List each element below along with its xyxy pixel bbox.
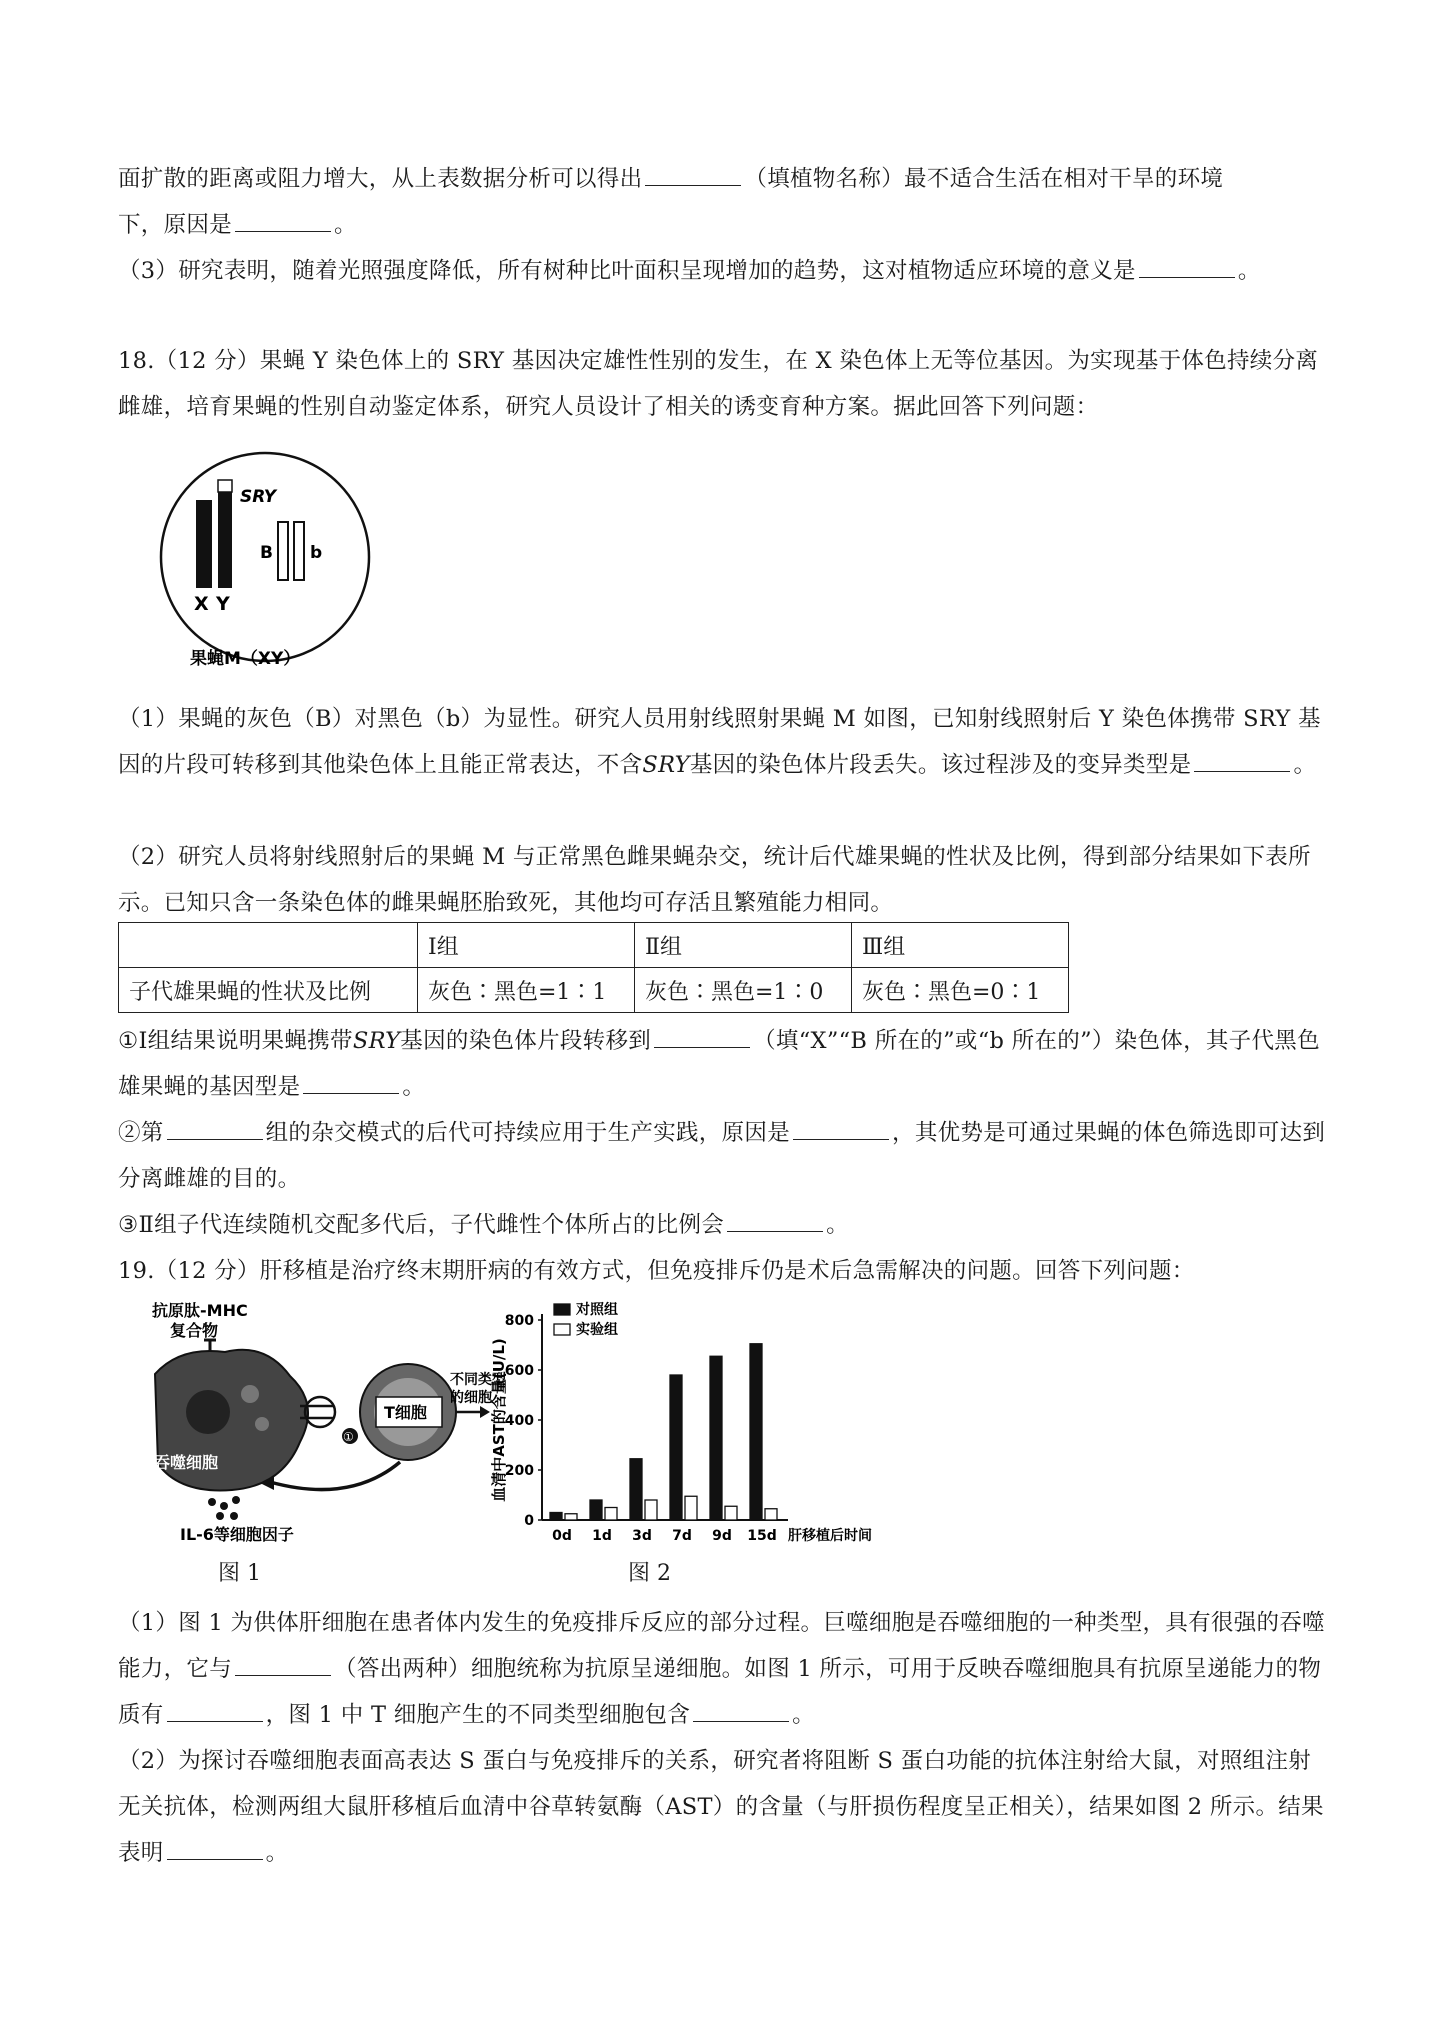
- answer-blank[interactable]: [645, 167, 741, 186]
- bar-control: [710, 1356, 722, 1520]
- table-header-cell: Ⅲ组: [852, 923, 1069, 968]
- immune-diagram: [150, 1294, 520, 1544]
- y-chromosome: [218, 480, 232, 588]
- x-tick-label: 9d: [712, 1528, 732, 1544]
- answer-blank[interactable]: [167, 1841, 263, 1860]
- cytokine-dot: [216, 1512, 224, 1520]
- answer-blank[interactable]: [167, 1121, 263, 1140]
- bar-control: [750, 1344, 762, 1520]
- q19-intro: 19.（12 分）肝移植是治疗终末期肝病的有效方式，但免疫排斥仍是术后急需解决的问题。回答下列问题：: [118, 1258, 1195, 1284]
- bar-experiment: [765, 1509, 777, 1520]
- b-chromosome-left: [278, 522, 288, 580]
- t-cell-label: T细胞: [384, 1403, 427, 1422]
- mhc-label-1: 抗原肽-MHC: [152, 1301, 248, 1320]
- x-axis-label: 肝移植后时间: [788, 1528, 872, 1544]
- bar-control: [550, 1513, 562, 1521]
- q18-part1: （1）果蝇的灰色（B）对黑色（b）为显性。研究人员用射线照射果蝇 M 如图，已知射线照射后 Y 染色体携带 SRY 基因的片段可转移到其他染色体上且能正常表达，不含SRY基因的染色体片段丢失。该过程涉及的变异类型是 。: [118, 706, 1321, 778]
- bar-experiment: [685, 1496, 697, 1520]
- y-label: Y: [216, 593, 230, 615]
- answer-blank[interactable]: [1139, 259, 1235, 278]
- diff-cell-label-2: 的细胞: [450, 1390, 492, 1406]
- x-tick-label: 15d: [747, 1528, 777, 1544]
- answer-blank[interactable]: [727, 1213, 823, 1232]
- answer-blank[interactable]: [793, 1121, 889, 1140]
- feedback-arrow: [270, 1462, 400, 1490]
- cytokine-dot: [232, 1496, 240, 1504]
- macrophage-label: 吞噬细胞: [154, 1453, 219, 1472]
- b-upper-label: B: [260, 543, 273, 563]
- b-lower-label: b: [310, 543, 323, 563]
- answer-blank[interactable]: [654, 1029, 750, 1048]
- answer-blank[interactable]: [235, 1657, 331, 1676]
- bar-control: [630, 1459, 642, 1520]
- x-chromosome: [196, 500, 212, 588]
- x-tick-label: 3d: [632, 1528, 652, 1544]
- answer-blank[interactable]: [167, 1703, 263, 1722]
- y-tick-label: 0: [524, 1513, 534, 1529]
- cytokine-dot: [220, 1502, 228, 1510]
- q19-part2: （2）为探讨吞噬细胞表面高表达 S 蛋白与免疫排斥的关系，研究者将阻断 S 蛋白功能的抗体注射给大鼠，对照组注射无关抗体，检测两组大鼠肝移植后血清中谷草转氨酶（AST）的含量（与肝损伤程度呈正相关），结果如图 2 所示。结果表明 。: [118, 1748, 1324, 1866]
- ast-bar-chart: [490, 1300, 930, 1550]
- diagram-caption: 果蝇M（XY）: [190, 649, 301, 669]
- y-axis-label: 血清中AST的含量(U/L): [490, 1338, 508, 1502]
- bar-experiment: [725, 1506, 737, 1520]
- legend-swatch: [554, 1324, 570, 1335]
- bar-control: [590, 1500, 602, 1520]
- q17-part3: （3）研究表明，随着光照强度降低，所有树种比叶面积呈现增加的趋势，这对植物适应环境的意义是 。: [118, 258, 1261, 284]
- step-number: ①: [343, 1430, 354, 1444]
- results-table: [118, 922, 1069, 1013]
- bar-experiment: [645, 1500, 657, 1520]
- legend-label: 对照组: [576, 1302, 618, 1318]
- fig1-caption: 图 1: [218, 1561, 261, 1586]
- x-tick-label: 7d: [672, 1528, 692, 1544]
- legend-swatch: [554, 1304, 570, 1315]
- answer-blank[interactable]: [235, 213, 331, 232]
- cytokine-dot: [230, 1512, 238, 1520]
- macrophage-vesicle: [255, 1417, 269, 1431]
- macrophage-nucleus: [186, 1390, 230, 1434]
- table-cell: 灰色∶黑色=1∶1: [418, 968, 635, 1013]
- cytokine-dot: [208, 1498, 216, 1506]
- table-cell: 灰色∶黑色=1∶0: [635, 968, 852, 1013]
- q17-line2: 下，原因是 。: [118, 212, 357, 238]
- table-header-cell: Ⅰ组: [418, 923, 635, 968]
- y-chromosome-sry-band: [218, 480, 232, 492]
- q18-sub3: ③Ⅱ组子代连续随机交配多代后，子代雌性个体所占的比例会 。: [118, 1212, 849, 1238]
- q17-line1: 面扩散的距离或阻力增大，从上表数据分析可以得出 （填植物名称）最不适合生活在相对干旱的环境: [118, 166, 1224, 192]
- bar-experiment: [605, 1508, 617, 1521]
- legend-label: 实验组: [576, 1322, 618, 1338]
- table-header-row: [119, 923, 1069, 968]
- q18-part2: （2）研究人员将射线照射后的果蝇 M 与正常黑色雌果蝇杂交，统计后代雄果蝇的性状及比例，得到部分结果如下表所示。已知只含一条染色体的雌果蝇胚胎致死，其他均可存活且繁殖能力相同。: [118, 844, 1311, 916]
- q18-sub2: ②第 组的杂交模式的后代可持续应用于生产实践，原因是 ，其优势是可通过果蝇的体色筛选即可达到分离雌雄的目的。: [118, 1120, 1326, 1192]
- answer-blank[interactable]: [1194, 753, 1290, 772]
- q18-intro: 18.（12 分）果蝇 Y 染色体上的 SRY 基因决定雄性性别的发生，在 X 染色体上无等位基因。为实现基于体色持续分离雌雄，培育果蝇的性别自动鉴定体系，研究人员设计了相关的诱变育种方案。据此回答下列问题：: [118, 348, 1319, 420]
- sry-label: SRY: [240, 487, 277, 507]
- y-tick-label: 400: [504, 1413, 534, 1429]
- answer-blank[interactable]: [693, 1703, 789, 1722]
- q18-sub1: ①Ⅰ组结果说明果蝇携带SRY基因的染色体片段转移到 （填“X”“B 所在的”或“b 所在的”）染色体，其子代黑色雄果蝇的基因型是 。: [118, 1028, 1320, 1100]
- x-tick-label: 1d: [592, 1528, 612, 1544]
- q19-part1: （1）图 1 为供体肝细胞在患者体内发生的免疫排斥反应的部分过程。巨噬细胞是吞噬细胞的一种类型，具有很强的吞噬能力，它与 （答出两种）细胞统称为抗原呈递细胞。如图 1 所示，可用于反映吞噬细胞具有抗原呈递能力的物质有 ，图 1 中 T 细胞产生的不同类型细胞包含 。: [118, 1610, 1325, 1728]
- y-tick-label: 600: [504, 1363, 534, 1379]
- table-row-label: 子代雄果蝇的性状及比例: [119, 968, 418, 1013]
- table-header-cell: [119, 923, 418, 968]
- y-tick-label: 800: [504, 1313, 534, 1329]
- chromosome-diagram: [150, 442, 380, 682]
- diff-cell-label-1: 不同类型: [450, 1372, 506, 1388]
- x-tick-label: 0d: [552, 1528, 572, 1544]
- table-header-cell: Ⅱ组: [635, 923, 852, 968]
- bar-control: [670, 1375, 682, 1520]
- cytokine-label: IL-6等细胞因子: [180, 1525, 294, 1544]
- contact-ring: [305, 1397, 335, 1427]
- bar-experiment: [565, 1514, 577, 1520]
- mhc-label-2: 复合物: [170, 1321, 219, 1340]
- macrophage-vesicle: [241, 1385, 259, 1403]
- arrow-head: [480, 1406, 490, 1418]
- table-row: [119, 968, 1069, 1013]
- b-chromosome-right: [294, 522, 304, 580]
- table-cell: 灰色∶黑色=0∶1: [852, 968, 1069, 1013]
- x-label: X: [194, 593, 209, 615]
- y-tick-label: 200: [504, 1463, 534, 1479]
- fig2-caption: 图 2: [628, 1561, 671, 1586]
- answer-blank[interactable]: [303, 1075, 399, 1094]
